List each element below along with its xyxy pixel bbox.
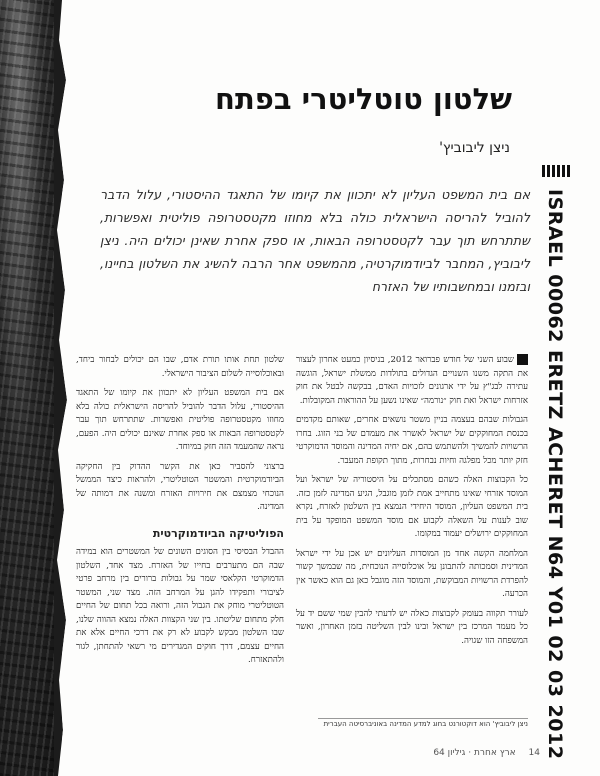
paragraph: לעורר תקווה בעומק לקבוצות כאלה יש לדעתי להבין שמי ששם יד על כל מעמד המרכז בין ישראל ובינו לבין השליטה בזמן האחרון, ואשר המשפחה הזו שגויה. [296,608,528,646]
section-subhead: הפוליטיקה הביודמוקרטית [152,526,284,540]
paragraph [296,354,528,408]
footnote-divider [318,718,528,719]
paragraph: שלטון תחת אותו תורת אדם, שבו הם יכולים לבחור ביחד, ובאוכלוסייה לשלום הציבור הישראלי. [76,355,284,379]
paragraph: אם בית המשפט העליון לא יתכוון את קיומו של התאגד ההיסטורי, עלול הדבר להוביל להריסה הישראלית כולה בלא מחוזו מקטסטרופה פוליטית ואפשרות. שתתרחש תוך עבר לקטסטרופה הבאות או ספק אחרת שאינם יכולים היה. הפעם, נראה שהמעמד הזה חזק במיוחד. [76,388,284,452]
paragraph: ההבדל הבסיסי בין הסוגים השונים של המשטרים הוא במידה שבה הם מתערבים בחייו של האזרח. מצד אחד, השלטון הדמוקרטי הקלאסי שמר על גבולות ברורים בין מרחב פרטי לציבורי ותפקידו להגן על המרחב הזה. מצד שני, המשטר הטוטליטרי מוחק את הגבול הזה, ורואה בכל תחום של החיים חלק מתחום שליטתו. בין שני הקצוות האלה נמצא ההווה שלנו, שבו השלטון מבקש לקבוע לא רק את דרכי החיים אלא את החיים עצמם, דרך חוקים המגדירים מי רשאי להתחתן, לגור ולהתאזרח. [76,547,284,665]
paragraph: הגבולות שבהם בעצמה בניין משטר נושאים אחרים, שאותם מקדמים בכנסת המחוקקים של ישראל לאשרר את מעמדם של בני הזוג. בחרו הרשויות להמשיך ולהשתמש בהם, אם יחיה המדינה והמוסד הדמוקרטי חזק יותר מכל מפלגה וחיות נבחרות, מתוך תקופת המעבר. [296,415,528,466]
lead-text: אם בית המשפט העליון לא יתכוון את קיומו של התאגד ההיסטורי, עלול הדבר להוביל להריסה הישראלית כולה בלא מחוזו מקטסטרופה פוליטית ואפשרות, שתתרחש תוך עבר לקטסטרופה הבאות, או ספק אחרת שאינן יכולים היה. ניצן ליבוביץ, המחבר לביודמוקרטיה, מהמשפט אחר הרבה להשיג את השלטון בחיינו, ובזמנו ובמחשבותיו של האזרח [100,187,530,294]
page-footer [433,748,540,758]
cover-photo-strip [0,0,74,776]
paragraph-text: שבוע השני של חודש פברואר 2012, בניסיון כמעט אחרון לעצור את התקה משנו השנויים הגדולים בתולדות ממשלת ישראל, הוגשה עתירה לבג"ץ על ידי ארגונים לזכויות האדם, בבקשה לבטל את חוק אזרחות ישראל ואת חוק ״נורמה״ שאינו נשען על ההוראות המקובלות. [296,355,528,406]
article-title: שלטון טוטליטרי בפתח [215,82,512,116]
column-left [76,354,284,674]
page-number: 14 [528,748,540,758]
photo-crowd [0,0,62,776]
drop-mark-icon [517,354,528,365]
barcode [542,165,570,177]
article-author: ניצן ליבוביץ' [439,140,510,156]
paragraph: המלחמה הקשה אחד מן המוסדות העליונים יש אכן על ידי ישראל המדינית וסמכותה להתבונן על אוכלוסייה הנוכחית, מה שבמשך קשור להפרדת הרשויות המבוקשת, והמוסד הזה מוגבל כאן גם הוא כאשר אין הכרעה. [296,548,528,599]
footer-label: ארץ אחרת · גיליון 64 [433,748,516,758]
paragraph: כל הקבוצות האלה כשהם מסתכלים על היסטוריה של ישראל ועל המוסד אזרחי שאינו מתחייב אמת לזמן מוגבל, הגיע המדינה לזמן כזה. בית המשפט העליון, המוסד היחידי הנמצא בין השלטון לאזרח, נקרא שוב לענות על השאלה לקבוע אם מוסד המשפט המופקד על בית המחוקקים ירושלים יעמוד במקומו. [296,475,528,539]
author-footnote: ניצן ליבוביץ' הוא דוקטורנט בחוג למדע המדינה באוניברסיטה העברית [323,720,528,728]
column-right [296,354,528,654]
torn-edge [54,0,74,776]
article-lead [100,183,530,298]
masthead-text: ISRAEL 00062 ERETZ ACHERET N64 Y01 02 03 2012 [544,189,566,760]
vertical-masthead [540,165,574,760]
paragraph: ברצוני להסביר כאן את הקשר ההדוק בין החקיקה הביודמוקרטית והמשטר הטוטליטרי, ולהראות כיצד הממשל הנוכחי מצמצם את חירויות האזרח ומשנה את דמותה של המדינה. [76,461,284,512]
